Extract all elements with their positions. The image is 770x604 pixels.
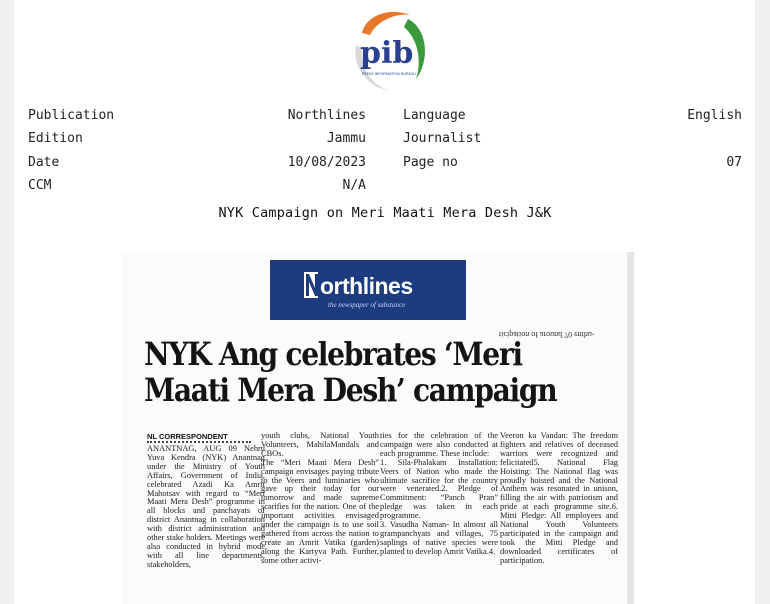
edition-label: Edition <box>28 131 83 146</box>
pib-logo <box>338 5 434 97</box>
ccm-label: CCM <box>28 178 52 193</box>
cut-text: ticipation of around 70 enthu- <box>499 330 595 339</box>
ccm-value: N/A <box>342 178 366 193</box>
journalist-label: Journalist <box>403 131 482 146</box>
clipping-headline: NYK Campaign on Meri Maati Mera Desh J&K <box>218 205 552 221</box>
page-margin-left <box>0 0 14 604</box>
edition-value: Jammu <box>326 131 366 146</box>
pageno-label: Page no <box>403 155 458 170</box>
masthead-n-glyph <box>306 274 318 296</box>
article-byline: NL CORRESPONDENT <box>147 432 228 441</box>
article-column-2: youth clubs, National Youth Volunteers, MahilaMandals and CBOs. The “Meri Maati Mera Desh” campaign envisages paying tribute to the Veers and luminaries who gave up their today for our tomorrow and made supreme scarifies for the nation. One of the important activities envisaged under the campaign is to use soil gathered from across the nation to create an Amrit Vatika (garden) along the Kartyva Path. Further, some other activi- <box>261 431 379 565</box>
article-title: NYK Ang celebrates ‘Meri Maati Mera Desh’ campaign <box>144 335 557 409</box>
article-column-4: Veeron ka Vandan: The freedom fighters and relatives of deceased warriors were recognized and felicitated5. National Flag Hoisting: The National flag was proudly hoisted and the National Anthem was resonated in unison, filling the air with patriotism and pride at each programme site.6. Mitti Pledge: All employees and National Youth Volunteers participated in the campaign and took the Mitti Pledge and downloaded certificates of participation. <box>500 431 618 565</box>
logo-text: pib <box>360 36 414 71</box>
masthead-name: orthlines <box>320 273 413 299</box>
language-value: English <box>687 108 742 123</box>
byline-rule <box>147 441 251 443</box>
date-value: 10/08/2023 <box>287 155 366 170</box>
logo-saffron-swoosh <box>362 12 410 35</box>
newspaper-clipping <box>122 252 626 604</box>
publication-label: Publication <box>28 108 115 123</box>
date-label: Date <box>28 155 60 170</box>
northlines-masthead <box>270 260 466 320</box>
masthead-tagline: the newspaper of substance <box>328 301 406 309</box>
article-column-3: ties for the celebration of the campaign were also conducted at each programme. These include: 1. Sila-Phalakam Installation: Veers of Nation who made the ultimate sacrifice for the country were venerated.2. Pledge of Commitment: “Panch Pran” pledge was taken in each programme. 3. Vasudha Naman- In almost all grampanchyats and villages, 75 saplings of native species were planted to develop Amrit Vatika.4. <box>380 431 498 556</box>
pageno-value: 07 <box>726 155 742 170</box>
logo-subtext: PRESS INFORMATION BUREAU <box>362 72 416 76</box>
publication-value: Northlines <box>287 108 366 123</box>
article-column-1: ANANTNAG, AUG 09 Nehru Yuva Kendra (NYK) Anantnag under the Ministry of Youth Affairs, Government of India, celebrated Azadi Ka Amrit Mahotsav with regard to “Meri Maati Mera Desh” programme in all blocks and panchayats of district Anantnag in collaboration with district administration and other stake holders. Meetings were also conducted in hybrid mode with all line departments, stakeholders, <box>147 444 265 569</box>
clipping-edge <box>627 252 634 604</box>
page-margin-right <box>755 0 770 604</box>
language-label: Language <box>403 108 466 123</box>
